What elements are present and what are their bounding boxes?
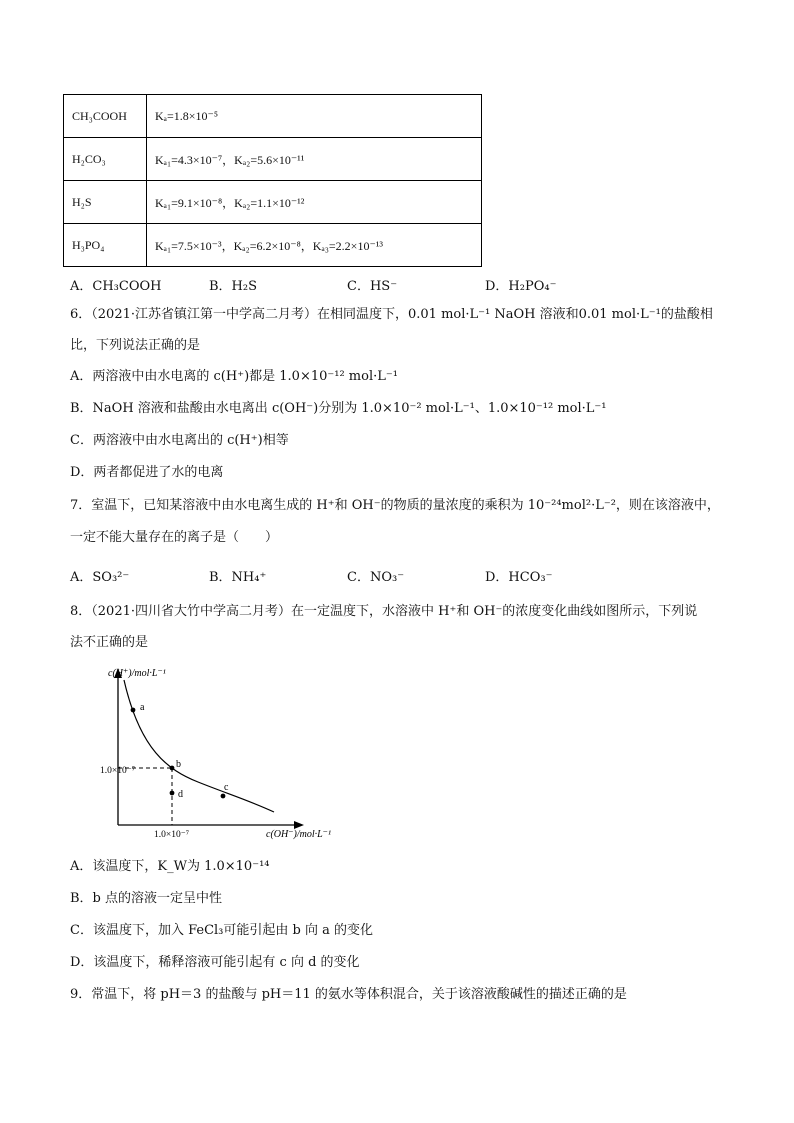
q7-option-c: C．NO₃⁻ [347,570,405,585]
ka-cell: Kₐ₁=7.5×10⁻³，Kₐ₂=6.2×10⁻⁸，Kₐ₃=2.2×10⁻¹³ [147,224,482,267]
table-row [64,224,482,267]
table-row [64,95,482,138]
acid-cell: CH₃COOH [64,95,147,138]
kw-curve [124,680,274,812]
acid-cell: H₂CO₃ [64,138,147,181]
q6-option-d: D．两者都促进了水的电离 [70,465,224,480]
q6-option-c: C．两溶液中由水电离出的 c(H⁺)相等 [70,433,289,448]
q7-stem-line1: 7．室温下，已知某溶液中由水电离生成的 H⁺和 OH⁻的物质的量浓度的乘积为 10⁻²⁴mol²·L⁻²，则在该溶液中， [70,498,720,513]
table-row [64,181,482,224]
y-axis-label: c(H⁺)/mol·L⁻¹ [108,668,166,679]
ka-cell: Kₐ₁=9.1×10⁻⁸，Kₐ₂=1.1×10⁻¹² [147,181,482,224]
q7-option-b: B．NH₄⁺ [209,570,267,585]
label-d: d [178,789,183,800]
y-tick-label: 1.0×10⁻⁷ [100,766,136,776]
q9-stem-line1: 9．常温下，将 pH＝3 的盐酸与 pH＝11 的氨水等体积混合，关于该溶液酸碱性的描述正确的是 [70,987,627,1002]
q8-stem-line2: 法不正确的是 [70,635,149,650]
q6-option-b: B．NaOH 溶液和盐酸由水电离出 c(OH⁻)分别为 1.0×10⁻² mol·L⁻¹、1.0×10⁻¹² mol·L⁻¹ [70,401,607,416]
acid-cell: H₃PO₄ [64,224,147,267]
q7-option-d: D．HCO₃⁻ [485,570,553,585]
q8-option-b: B．b 点的溶液一定呈中性 [70,891,223,906]
q5-option-a: A．CH₃COOH [70,279,162,294]
ka-cell: Kₐ=1.8×10⁻⁵ [147,95,482,138]
q6-stem-line2: 比，下列说法正确的是 [70,338,201,353]
x-axis-arrow [294,821,304,829]
point-a [131,708,136,713]
label-a: a [140,702,145,713]
label-c: c [224,782,229,793]
q6-option-a: A．两溶液中由水电离的 c(H⁺)都是 1.0×10⁻¹² mol·L⁻¹ [70,369,398,384]
ka-table [63,94,482,267]
point-d [170,791,175,796]
kw-curve-figure [98,660,348,842]
label-b: b [176,759,181,770]
q7-stem-line2: 一定不能大量存在的离子是（ ） [70,530,279,545]
q8-option-a: A．该温度下，K_W为 1.0×10⁻¹⁴ [70,859,270,874]
q5-option-b: B．H₂S [209,279,258,294]
q7-option-a: A．SO₃²⁻ [70,570,130,585]
q6-stem-line1: 6．（2021·江苏省镇江第一中学高二月考）在相同温度下，0.01 mol·L⁻¹ NaOH 溶液和0.01 mol·L⁻¹的盐酸相 [70,307,713,322]
x-tick-label: 1.0×10⁻⁷ [154,830,190,840]
table-row [64,138,482,181]
q5-option-d: D．H₂PO₄⁻ [485,279,557,294]
ka-cell: Kₐ₁=4.3×10⁻⁷，Kₐ₂=5.6×10⁻¹¹ [147,138,482,181]
point-b [170,766,175,771]
point-c [221,794,226,799]
q8-option-c: C．该温度下，加入 FeCl₃可能引起由 b 向 a 的变化 [70,923,373,938]
q8-option-d: D．该温度下，稀释溶液可能引起有 c 向 d 的变化 [70,955,360,970]
acid-cell: H₂S [64,181,147,224]
q8-stem-line1: 8．（2021·四川省大竹中学高二月考）在一定温度下，水溶液中 H⁺和 OH⁻的浓度变化曲线如图所示，下列说 [70,604,698,619]
x-axis-label: c(OH⁻)/mol·L⁻¹ [266,829,331,840]
q5-option-c: C．HS⁻ [347,279,398,294]
